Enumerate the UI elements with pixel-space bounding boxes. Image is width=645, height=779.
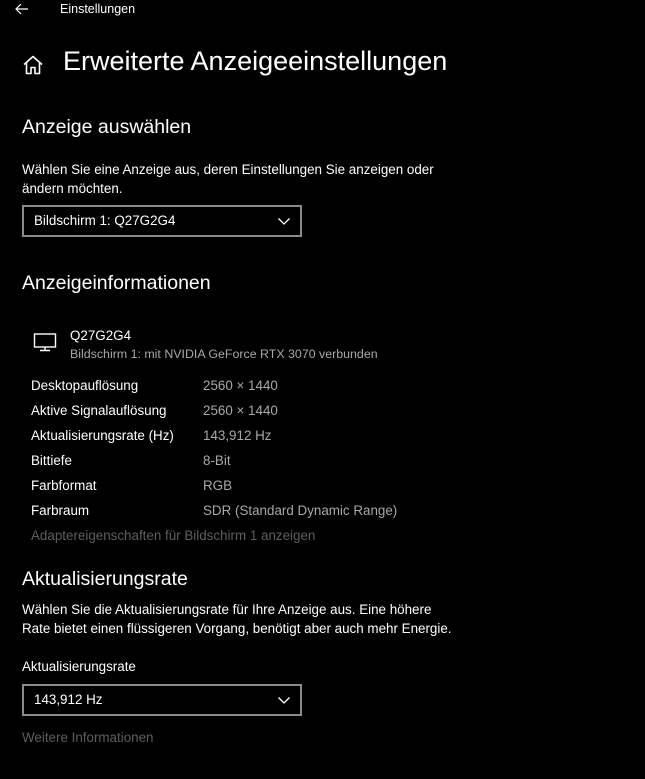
adapter-properties-link[interactable]: Adaptereigenschaften für Bildschirm 1 anzeigen bbox=[31, 528, 316, 543]
refresh-rate-heading: Aktualisierungsrate bbox=[22, 568, 188, 590]
info-label: Desktopauflösung bbox=[31, 378, 139, 393]
back-arrow-icon bbox=[15, 3, 29, 15]
chevron-down-icon bbox=[277, 215, 291, 227]
refresh-rate-dropdown[interactable] bbox=[22, 684, 302, 716]
info-row-refresh-rate bbox=[31, 428, 591, 450]
display-select-dropdown[interactable] bbox=[22, 205, 302, 237]
info-value: 8-Bit bbox=[203, 453, 231, 468]
monitor-subtitle: Bildschirm 1: mit NVIDIA GeForce RTX 3070 verbunden bbox=[70, 347, 378, 361]
info-label: Farbformat bbox=[31, 478, 97, 493]
info-label: Aktive Signalauflösung bbox=[31, 403, 167, 418]
home-icon[interactable] bbox=[22, 54, 44, 76]
info-row-bit-depth bbox=[31, 453, 591, 475]
info-row-active-signal-resolution bbox=[31, 403, 591, 425]
refresh-rate-description-line2: Rate bietet einen flüssigeren Vorgang, benötigt aber auch mehr Energie. bbox=[22, 620, 452, 636]
info-value: 143,912 Hz bbox=[203, 428, 272, 443]
info-value: 2560 × 1440 bbox=[203, 403, 278, 418]
info-label: Aktualisierungsrate (Hz) bbox=[31, 428, 174, 443]
app-title: Einstellungen bbox=[60, 2, 136, 16]
monitor-icon bbox=[33, 331, 57, 353]
info-row-color-space bbox=[31, 503, 591, 525]
info-value: 2560 × 1440 bbox=[203, 378, 278, 393]
info-label: Farbraum bbox=[31, 503, 90, 518]
monitor-name: Q27G2G4 bbox=[70, 328, 132, 343]
refresh-rate-value: 143,912 Hz bbox=[34, 692, 103, 707]
info-value: SDR (Standard Dynamic Range) bbox=[203, 503, 398, 518]
back-button[interactable] bbox=[11, 0, 33, 18]
chevron-down-icon bbox=[277, 694, 291, 706]
title-bar bbox=[0, 0, 645, 20]
page-title: Erweiterte Anzeigeeinstellungen bbox=[63, 46, 448, 76]
info-value: RGB bbox=[203, 478, 233, 493]
select-display-heading: Anzeige auswählen bbox=[22, 116, 192, 138]
more-info-link[interactable]: Weitere Informationen bbox=[22, 730, 154, 745]
refresh-rate-description bbox=[22, 601, 482, 638]
info-row-desktop-resolution bbox=[31, 378, 591, 400]
refresh-rate-field-label: Aktualisierungsrate bbox=[22, 659, 136, 674]
refresh-rate-description-line1: Wählen Sie die Aktualisierungsrate für Ihre Anzeige aus. Eine höhere bbox=[22, 602, 432, 617]
select-display-description-line1: Wählen Sie eine Anzeige aus, deren Einstellungen Sie anzeigen oder bbox=[22, 162, 434, 177]
info-label: Bittiefe bbox=[31, 453, 72, 468]
display-select-value: Bildschirm 1: Q27G2G4 bbox=[34, 213, 176, 228]
select-display-description-line2: ändern möchten. bbox=[22, 180, 123, 196]
display-info-heading: Anzeigeinformationen bbox=[22, 272, 211, 294]
select-display-description bbox=[22, 161, 482, 198]
info-row-color-format bbox=[31, 478, 591, 500]
